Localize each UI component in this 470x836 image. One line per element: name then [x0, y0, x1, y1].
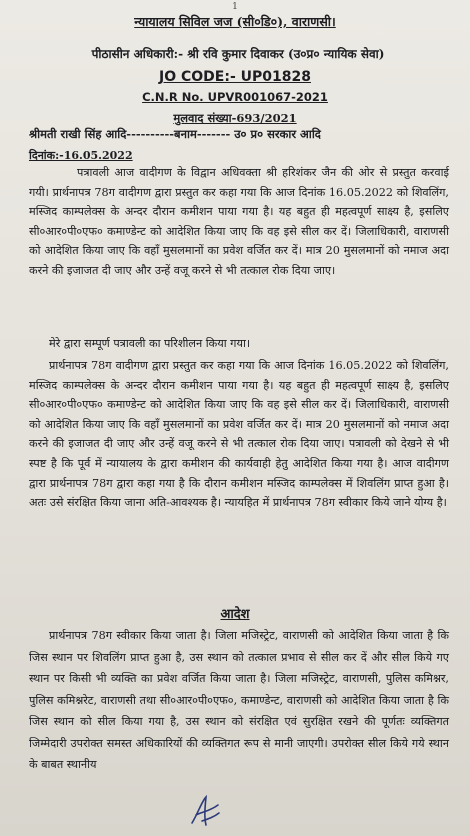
cnr-number: C.N.R No. UPVR001067-2021 — [142, 90, 328, 104]
judge-signature — [188, 793, 222, 829]
order-date: दिनांक:-16.05.2022 — [29, 149, 133, 162]
jo-code: JO CODE:- UP01828 — [159, 69, 311, 85]
case-number: मुलवाद संख्या-693/2021 — [173, 111, 297, 125]
presiding-officer: पीठासीन अधिकारी:- श्री रवि कुमार दिवाकर (उ०प्र० न्यायिक सेवा) — [91, 47, 385, 61]
paragraph-application: पत्रावली आज वादीगण के विद्वान अधिवक्ता श्री हरिशंकर जैन की ओर से प्रस्तुत करवाई गयी। प्रार्थनापत्र 78ग वादीगण द्वारा प्रस्तुत कर कहा गया कि आज दिनांक 16.05.2022 को शिवलिंग, मस्जिद काम्पलेक्स के अन्दर दौरान कमीशन पाया गया है। यह बहुत ही महत्वपूर्ण साक्ष्य है, इसलिए सी०आर०पी०एफ० कमाण्डेन्ट को आदेशित किया जाए कि वह इसे सील कर दें। जिलाधिकारी, वाराणसी को आदेशित किया जाए कि वहाँ मुसलमानों का प्रवेश वर्जित कर दें। मात्र 20 मुसलमानों को नमाज अदा करने की इजाजत दी जाए और उन्हें वजू करने से भी तत्काल रोक दिया जाए। — [29, 166, 449, 277]
order-text: प्रार्थनापत्र 78ग स्वीकार किया जाता है। जिला मजिस्ट्रेट, वाराणसी को आदेशित किया जाता है कि जिस स्थान पर शिवलिंग प्राप्त हुआ है, उस स्थान को तत्काल प्रभाव से सील कर दें और सील किये गए स्थान पर किसी भी व्यक्ति का प्रवेश वर्जित किया जाता है। जिला मजिस्ट्रेट, वाराणसी, पुलिस कमिश्नर, पुलिस कमिश्नरेट, वाराणसी तथा सी०आर०पी०एफ०, कमाण्डेन्ट, वाराणसी को आदेशित किया जाता है कि जिस स्थान को सील किया गया है, उस स्थान को संरक्षित एवं सुरक्षित रखने की पूर्णतः व्यक्तिगत जिम्मेदारी उपरोक्त समस्त अधिकारियों की व्यक्तिगत रूप से मानी जाएगी। उपरोक्त सील किये गये स्थान के बाबत स्थानीय — [29, 629, 449, 771]
paragraph-findings: प्रार्थनापत्र 78ग वादीगण द्वारा प्रस्तुत कर कहा गया कि आज दिनांक 16.05.2022 को शिवलिंग, मस्जिद काम्पलेक्स के अन्दर दौरान कमीशन पाया गया है। यह बहुत ही महत्वपूर्ण साक्ष्य है, इसलिए सी०आर०पी०एफ० कमाण्डेन्ट को आदेशित किया जाए कि वह इसे सील कर दें। जिलाधिकारी, वाराणसी को आदेशित किया जाए कि वहाँ मुसलमानों का प्रवेश वर्जित कर दें। मात्र 20 मुसलमानों को नमाज अदा करने की इजाजत दी जाए और उन्हें वजू करने से भी तत्काल रोक दिया जाए। पत्रावली को देखने से भी स्पष्ट है कि पूर्व में न्यायालय के द्वारा कमीशन की कार्यवाही हेतु आदेशित किया गया है। आज वादीगण द्वारा प्रार्थनापत्र 78ग द्वारा कहा गया है कि दौरान कमीशन मस्जिद काम्पलेक्स में शिवलिंग प्राप्त हुआ है। अतः उसे संरक्षित किया जाना अति-आवश्यक है। न्यायहित में प्रार्थनापत्र 78ग स्वीकार किये जाने योग्य है। — [29, 359, 449, 510]
paragraph-perusal: मेरे द्वारा सम्पूर्ण पत्रावली का परिशीलन किया गया। — [49, 337, 251, 350]
court-name: न्यायालय सिविल जज (सी०डि०), वाराणसी। — [134, 14, 336, 29]
case-parties: श्रीमती राखी सिंह आदि----------बनाम------- उ० प्र० सरकार आदि — [29, 127, 321, 141]
order-heading: आदेश — [220, 607, 250, 622]
page-number: 1 — [232, 2, 238, 12]
